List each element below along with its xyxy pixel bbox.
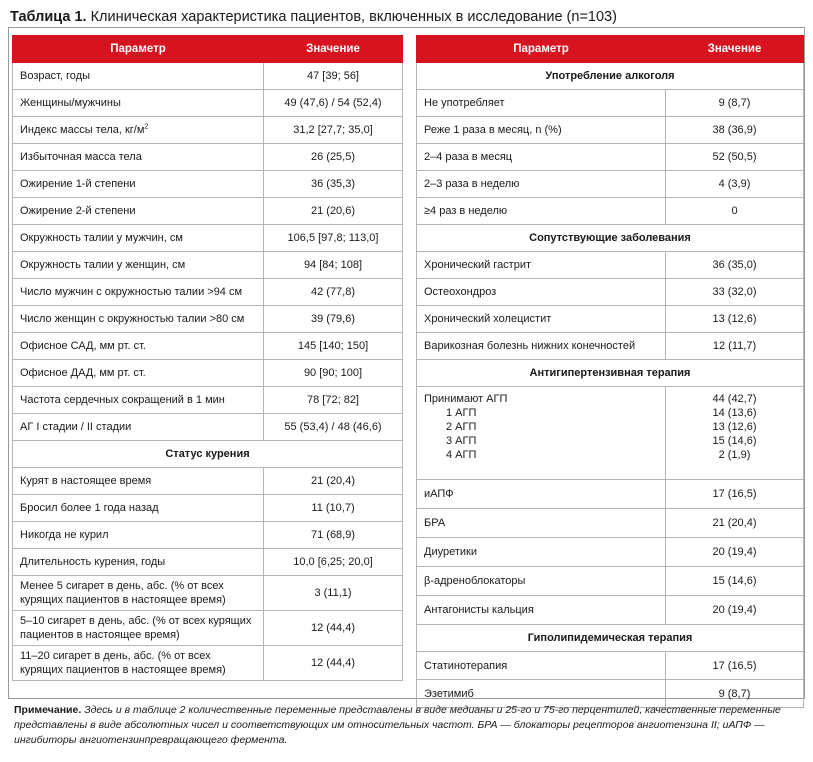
value-cell: 3 (11,1) [264, 576, 403, 611]
param-cell: Остеохондроз [417, 279, 666, 306]
param-cell: Ожирение 2-й степени [13, 198, 264, 225]
param-cell: Число женщин с окружностью талии >80 см [13, 306, 264, 333]
table-row [13, 360, 403, 387]
param-cell: Не употребляет [417, 90, 666, 117]
value-cell: 17 (16,5) [666, 652, 804, 680]
table-row [13, 611, 403, 646]
value-cell: 9 (8,7) [666, 90, 804, 117]
param-cell: Число мужчин с окружностью талии >94 см [13, 279, 264, 306]
param-cell: Хронический холецистит [417, 306, 666, 333]
table-row [13, 646, 403, 681]
param-cell: Женщины/мужчины [13, 90, 264, 117]
param-cell: β-адреноблокаторы [417, 567, 666, 596]
param-cell: Избыточная масса тела [13, 144, 264, 171]
value-cell: 90 [90; 100] [264, 360, 403, 387]
table-row [13, 306, 403, 333]
agp-sub-label: 2 АГП [446, 421, 477, 433]
section-title: Гиполипидемическая терапия [417, 625, 804, 652]
table-row [417, 252, 804, 279]
table-title [10, 8, 803, 26]
table-row [417, 117, 804, 144]
agp-total-label: Принимают АГП [424, 393, 508, 405]
param-cell: 5–10 сигарет в день, абс. (% от всех курящих пациентов в настоящее время) [13, 611, 264, 646]
agp-total-value: 44 (42,7) [712, 393, 757, 405]
param-cell: Никогда не курил [13, 522, 264, 549]
value-cell: 17 (16,5) [666, 480, 804, 509]
table-row [417, 596, 804, 625]
value-cell: 47 [39; 56] [264, 63, 403, 90]
param-cell: Хронический гастрит [417, 252, 666, 279]
table-row [417, 144, 804, 171]
param-cell: Окружность талии у мужчин, см [13, 225, 264, 252]
table-row [13, 252, 403, 279]
table-row [417, 652, 804, 680]
param-cell: Бросил более 1 года назад [13, 495, 264, 522]
param-cell: Антагонисты кальция [417, 596, 666, 625]
value-cell: 12 (44,4) [264, 646, 403, 681]
value-cell: 10,0 [6,25; 20,0] [264, 549, 403, 576]
section-title: Употребление алкоголя [417, 63, 804, 90]
value-cell: 13 (12,6) [666, 306, 804, 333]
table-row [417, 567, 804, 596]
table-row [13, 171, 403, 198]
value-cell: 26 (25,5) [264, 144, 403, 171]
agp-sub-value: 13 (12,6) [712, 421, 757, 433]
section-title: Антигипертензивная терапия [417, 360, 804, 387]
value-cell: 15 (14,6) [666, 567, 804, 596]
value-cell: 21 (20,6) [264, 198, 403, 225]
agp-sub-label: 4 АГП [446, 449, 477, 461]
agp-sub-label: 1 АГП [446, 407, 477, 419]
value-cell: 20 (19,4) [666, 538, 804, 567]
param-cell: иАПФ [417, 480, 666, 509]
table-row [13, 387, 403, 414]
param-cell: Эзетимиб [417, 680, 666, 708]
section-title: Статус курения [13, 441, 403, 468]
value-cell: 12 (44,4) [264, 611, 403, 646]
value-cell: 42 (77,8) [264, 279, 403, 306]
param-cell: 2–3 раза в неделю [417, 171, 666, 198]
param-cell: Индекс массы тела, $кг/м^2$ [13, 117, 264, 144]
table-row [417, 279, 804, 306]
param-cell: Менее 5 сигарет в день, абс. (% от всех курящих пациентов в настоящее время) [13, 576, 264, 611]
table-title-text: Клиническая характеристика пациентов, включенных в исследование (n=103) [90, 9, 617, 25]
param-cell: Частота сердечных сокращений в 1 мин [13, 387, 264, 414]
param-cell: Длительность курения, годы [13, 549, 264, 576]
value-cell: 21 (20,4) [666, 509, 804, 538]
param-cell [417, 387, 666, 480]
right-header-value: Значение [666, 36, 804, 63]
param-cell: Статинотерапия [417, 652, 666, 680]
value-cell: 36 (35,3) [264, 171, 403, 198]
value-cell: 55 (53,4) / 48 (46,6) [264, 414, 403, 441]
section-title: Сопутствующие заболевания [417, 225, 804, 252]
value-cell: 9 (8,7) [666, 680, 804, 708]
value-cell: 39 (79,6) [264, 306, 403, 333]
agp-sub-value: 14 (13,6) [712, 407, 757, 419]
left-header-value: Значение [264, 36, 403, 63]
table-row [13, 117, 403, 144]
agp-sub-value: 15 (14,6) [712, 435, 757, 447]
note-text: Здесь и в таблице 2 количественные переменные представлены в виде медианы и 25-го и 75-го перцентилей, качественные переменные представлены в виде абсолютных чисел и соответствующих им относительных частот. БРА — блокаторы рецепторов ангиотензина II; иАПФ — ингибиторы ангиотензинпревращающего фермента. [14, 704, 781, 746]
value-cell: 31,2 [27,7; 35,0] [264, 117, 403, 144]
section-row-alcohol [417, 63, 804, 90]
table-row [13, 225, 403, 252]
value-cell: 33 (32,0) [666, 279, 804, 306]
table-row [13, 522, 403, 549]
value-cell: 49 (47,6) / 54 (52,4) [264, 90, 403, 117]
table-row [13, 63, 403, 90]
value-cell: 11 (10,7) [264, 495, 403, 522]
table-row-agp [417, 387, 804, 480]
table-row [417, 509, 804, 538]
table-note [14, 703, 802, 748]
right-header-param: Параметр [417, 36, 666, 63]
param-cell: Диуретики [417, 538, 666, 567]
table-row [417, 198, 804, 225]
param-cell: Окружность талии у женщин, см [13, 252, 264, 279]
value-cell: 145 [140; 150] [264, 333, 403, 360]
table-row [417, 171, 804, 198]
value-cell: 20 (19,4) [666, 596, 804, 625]
section-row-lipid [417, 625, 804, 652]
table-row [13, 495, 403, 522]
param-cell: 11–20 сигарет в день, абс. (% от всех курящих пациентов в настоящее время) [13, 646, 264, 681]
value-cell: 52 (50,5) [666, 144, 804, 171]
table-row [13, 414, 403, 441]
param-cell: Возраст, годы [13, 63, 264, 90]
table-row [13, 468, 403, 495]
agp-sub-label: 3 АГП [446, 435, 477, 447]
param-cell: 2–4 раза в месяц [417, 144, 666, 171]
table-row [417, 306, 804, 333]
section-row-antihypertensive [417, 360, 804, 387]
table-row [13, 90, 403, 117]
agp-sub-value: 2 (1,9) [718, 449, 751, 461]
right-table [416, 35, 804, 708]
table-row [13, 144, 403, 171]
param-cell: Варикозная болезнь нижних конечностей [417, 333, 666, 360]
table-row [13, 549, 403, 576]
left-table [12, 35, 403, 681]
table-row [13, 576, 403, 611]
param-cell: Реже 1 раза в месяц, n (%) [417, 117, 666, 144]
table-title-label: Таблица 1. [10, 9, 87, 25]
param-cell: АГ I стадии / II стадии [13, 414, 264, 441]
value-cell: 0 [666, 198, 804, 225]
section-row-comorbid [417, 225, 804, 252]
value-cell: 21 (20,4) [264, 468, 403, 495]
value-cell: 106,5 [97,8; 113,0] [264, 225, 403, 252]
value-cell [666, 387, 804, 480]
table-row [13, 198, 403, 225]
param-cell: Офисное ДАД, мм рт. ст. [13, 360, 264, 387]
param-cell: Офисное САД, мм рт. ст. [13, 333, 264, 360]
table-row [417, 480, 804, 509]
table-row [417, 538, 804, 567]
param-cell: Курят в настоящее время [13, 468, 264, 495]
value-cell: 4 (3,9) [666, 171, 804, 198]
value-cell: 12 (11,7) [666, 333, 804, 360]
value-cell: 38 (36,9) [666, 117, 804, 144]
value-cell: 36 (35,0) [666, 252, 804, 279]
left-header-param: Параметр [13, 36, 264, 63]
value-cell: 78 [72; 82] [264, 387, 403, 414]
value-cell: 71 (68,9) [264, 522, 403, 549]
value-cell: 94 [84; 108] [264, 252, 403, 279]
param-cell: ≥4 раз в неделю [417, 198, 666, 225]
table-row [13, 279, 403, 306]
param-cell: БРА [417, 509, 666, 538]
table-row [417, 90, 804, 117]
section-row-smoking [13, 441, 403, 468]
note-label: Примечание. [14, 704, 82, 716]
table-row [417, 333, 804, 360]
param-cell: Ожирение 1-й степени [13, 171, 264, 198]
table-row [13, 333, 403, 360]
